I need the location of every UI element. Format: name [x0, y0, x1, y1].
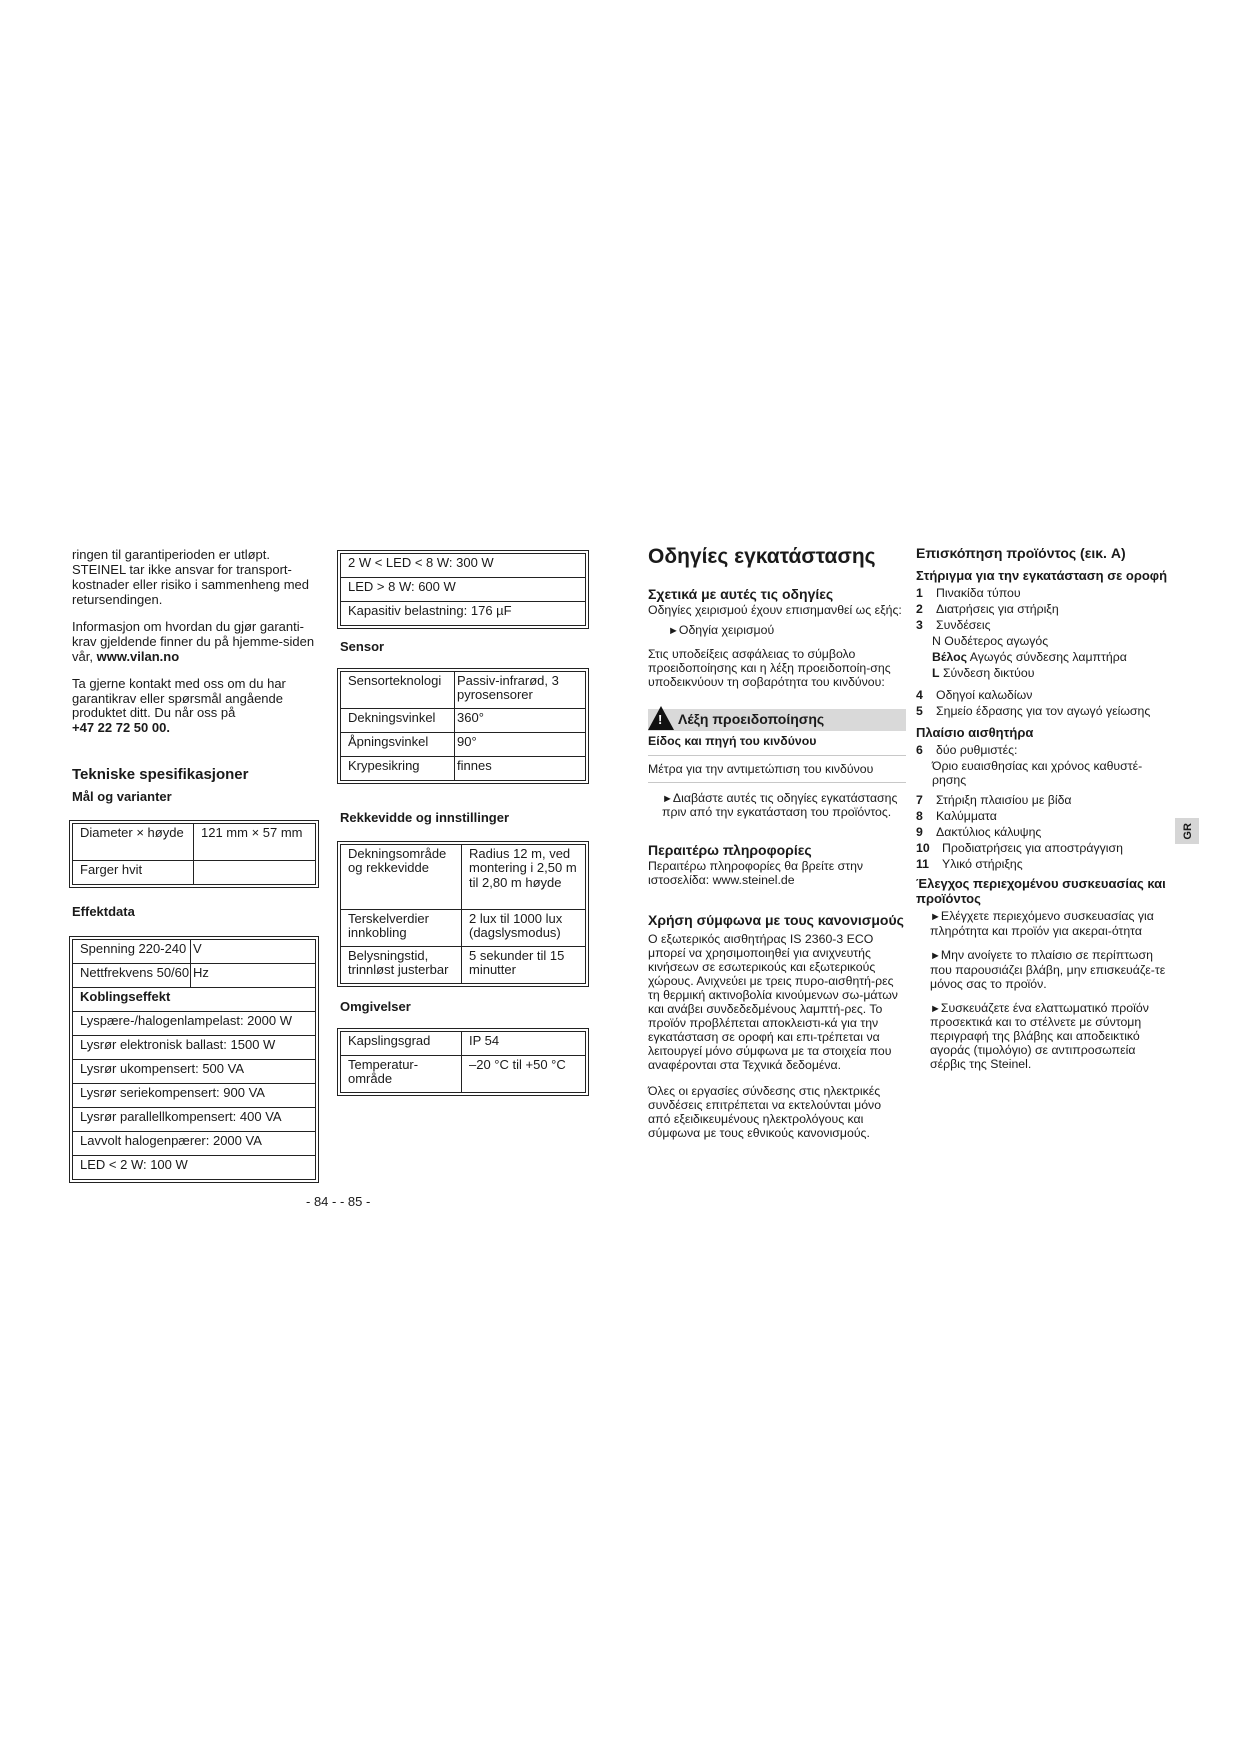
warranty-paragraph: ringen til garantiperioden er utløpt. STEINEL tar ikke ansvar for transport-kostnader eller risiko i sammenheng med retursendingen.: [72, 547, 309, 607]
frame-heading: Πλαίσιο αισθητήρα: [916, 724, 1034, 740]
warning-label: Λέξη προειδοποίησης: [678, 711, 825, 728]
range-table: [340, 844, 586, 984]
range-heading: Rekkevidde og innstillinger: [340, 809, 510, 825]
table-row: Lyspære-/halogenlampelast: 2000 W: [73, 1012, 316, 1036]
list-item: Βέλος Αγωγός σύνδεσης λαμπτήρα: [932, 649, 1127, 664]
table-row: Lysrør ukompensert: 500 VA: [73, 1060, 316, 1084]
contact-paragraph: Ta gjerne kontakt med oss om du har garantikrav eller spørsmål angående produktet ditt. Du når oss på: [72, 675, 286, 721]
about-bullet: ►Οδηγία χειρισμού: [668, 622, 775, 637]
list-item: N Ουδέτερος αγωγός: [932, 633, 1049, 648]
phone-number: +47 22 72 50 00.: [72, 720, 170, 736]
list-item: L Σύνδεση δικτύου: [932, 665, 1035, 680]
divider: [648, 782, 906, 783]
environment-table: [340, 1031, 586, 1093]
check-bullet-1: ►Ελέγχετε περιεχόμενο συσκευασίας για πληρότητα και προϊόν για ακεραι-ότητα: [930, 909, 1154, 938]
list-item: 6 δύο ρυθμιστές:: [916, 742, 1018, 757]
list-item: 2 Διατρήσεις για στήριξη: [916, 601, 1059, 616]
column-3: [648, 545, 906, 1140]
power-heading: Effektdata: [72, 903, 135, 919]
table-row: Krypesikring finnes: [341, 756, 586, 780]
environment-heading: Omgivelser: [340, 998, 411, 1014]
table-row: 2 W < LED < 8 W: 300 W: [341, 554, 586, 578]
overview-heading: Επισκόπηση προϊόντος (εικ. A): [916, 545, 1126, 561]
about-heading: Σχετικά με αυτές τις οδηγίες: [648, 585, 834, 602]
table-row: Kapslingsgrad IP 54: [341, 1031, 586, 1055]
list-item: 1 Πινακίδα τύπου: [916, 585, 1021, 600]
column-2: [340, 553, 590, 1093]
warning-subtitle: Είδος και πηγή του κινδύνου: [648, 734, 817, 749]
check-bullet-3: ►Συσκευάζετε ένα ελαττωματικό προϊόν προσεκτικά και το στέλνετε με σύντομη περιγραφή της βλάβης και αποδεικτικό αγοράς (τιμολόγιο) σε αντιπροσωπεία σέρβις της Steinel.: [930, 1000, 1149, 1072]
load-table-continued: [340, 553, 586, 626]
check-heading: Έλεγχος περιεχομένου συσκευασίας και προϊόντος: [916, 875, 1166, 906]
list-item: 5 Σημείο έδρασης για τον αγωγό γείωσης: [916, 703, 1151, 718]
usage-text: Ο εξωτερικός αισθητήρας IS 2360-3 ECO μπορεί να χρησιμοποιηθεί για ανιχνευτής κινήσεων σε εσωτερικούς και εξωτερικούς χώρους. Ανιχνεύει με τρεις πυρο-αισθητή-ρες τη θερμική ακτινοβολία κινούμενων σω-μάτων και ανάβει συνδεδεδμένους λαμπτή-ρες. Το προϊόν προβλέπεται αποκλειστι-κά για την εγκατάσταση σε οροφή και επι-τρέπεται να λειτουργεί μόνο σύμφωνα με τα στοιχεία που αναφέρονται στα Τεχνικά δεδομένα.: [648, 932, 898, 1073]
more-info-heading: Περαιτέρω πληροφορίες: [648, 842, 812, 859]
table-row: Dekningsområde og rekkevidde Radius 12 m, ved montering i 2,50 m til 2,80 m høyde: [341, 844, 586, 909]
frame-list: [916, 743, 1172, 871]
dimensions-table: [72, 823, 316, 885]
list-item: 11 Υλικό στήριξης: [916, 856, 1023, 871]
table-row: Dekningsvinkel 360°: [341, 708, 586, 732]
safety-text: Στις υποδείξεις ασφάλειας το σύμβολο προειδοποίησης και η λέξη προειδοποίη-σης υποδεικνύουν τη σοβαρότητα του κινδύνου:: [648, 647, 891, 690]
table-row: Belysningstid, trinnløst justerbar 5 sekunder til 15 minutter: [341, 946, 586, 983]
table-row: Kapasitiv belastning: 176 µF: [341, 602, 586, 626]
usage-heading: Χρήση σύμφωνα με τους κανονισμούς: [648, 912, 904, 929]
table-row: Koblingseffekt: [73, 988, 316, 1012]
about-text: Οδηγίες χειρισμού έχουν επισημανθεί ως εξής:: [648, 602, 902, 617]
sensor-heading: Sensor: [340, 639, 385, 654]
column-4: [916, 546, 1172, 1071]
warning-triangle-icon: !: [648, 706, 674, 730]
table-row: LED < 2 W: 100 W: [73, 1156, 316, 1180]
warranty-info-paragraph: Informasjon om hvordan du gjør garanti-krav gjeldende finner du på hjemme-siden vår, www.vilan.no: [72, 618, 315, 664]
mount-list: [916, 586, 1172, 718]
usage-text-electrician: Όλες οι εργασίες σύνδεσης στις ηλεκτρικές συνδέσεις επιτρέπεται να εκτελούνται μόνο από εξειδικευμένους ηλεκτρολόγους και σύμφωνα με τους εθνικούς κανονισμούς.: [648, 1084, 882, 1141]
column-1: [72, 548, 324, 1180]
read-bullet: ►Διαβάστε αυτές τις οδηγίες εγκατάστασης πριν από την εγκατάσταση του προϊόντος.: [662, 790, 898, 820]
list-item: 9 Δακτύλιος κάλυψης: [916, 824, 1042, 839]
divider: [648, 755, 906, 756]
triangle-bullet-icon: ►: [930, 950, 941, 962]
table-row: Lysrør parallellkompensert: 400 VA: [73, 1108, 316, 1132]
table-row: Farger hvit: [73, 860, 316, 884]
table-row: Spenning 220-240 V: [73, 940, 316, 964]
table-row: Lavvolt halogenpærer: 2000 VA: [73, 1132, 316, 1156]
list-item: Όριο ευαισθησίας και χρόνος καθυστέ-ρησης: [932, 758, 1143, 787]
table-row: Temperatur-område –20 °C til +50 °C: [341, 1055, 586, 1092]
warning-box: [648, 709, 906, 731]
list-item: 7 Στήριξη πλαισίου με βίδα: [916, 792, 1072, 807]
warning-measures: Μέτρα για την αντιμετώπιση του κινδύνου: [648, 761, 874, 776]
table-row: Terskelverdier innkobling 2 lux til 1000 lux (dagslysmodus): [341, 909, 586, 946]
triangle-bullet-icon: ►: [668, 624, 679, 637]
installation-title: Οδηγίες εγκατάστασης: [648, 545, 876, 568]
table-row: LED > 8 W: 600 W: [341, 578, 586, 602]
tech-spec-heading: Tekniske spesifikasjoner: [72, 766, 249, 784]
table-row: Nettfrekvens 50/60 Hz: [73, 964, 316, 988]
sensor-table: [340, 671, 586, 781]
list-item: 3 Συνδέσεις: [916, 617, 991, 632]
triangle-bullet-icon: ►: [930, 1002, 941, 1015]
list-item: 10 Προδιατρήσεις για αποστράγγιση: [916, 840, 1123, 855]
more-info-text: Περαιτέρω πληροφορίες θα βρείτε στην ιστοσελίδα: www.steinel.de: [648, 859, 864, 888]
check-bullet-2: ►Μην ανοίγετε το πλαίσιο σε περίπτωση που παρουσιάζει βλάβη, μην επισκευάζε-τε μόνος σας το προϊόν.: [930, 948, 1166, 991]
dimensions-heading: Mål og varianter: [72, 788, 172, 804]
page-numbers: - 84 - - 85 -: [306, 1194, 371, 1209]
table-row: Åpningsvinkel 90°: [341, 732, 586, 756]
table-row: Lysrør seriekompensert: 900 VA: [73, 1084, 316, 1108]
list-item: 4 Οδηγοί καλωδίων: [916, 687, 1033, 702]
table-row: Diameter × høyde 121 mm × 57 mm: [73, 823, 316, 860]
table-row: Sensorteknologi Passiv-infrarød, 3 pyrosensorer: [341, 671, 586, 708]
table-row: Lysrør elektronisk ballast: 1500 W: [73, 1036, 316, 1060]
triangle-bullet-icon: ►: [930, 911, 941, 924]
mount-heading: Στήριγμα για την εγκατάσταση σε οροφή: [916, 567, 1168, 583]
language-tab: GR: [1175, 818, 1199, 844]
website-link[interactable]: www.vilan.no: [96, 648, 180, 664]
power-table: [72, 939, 316, 1180]
triangle-bullet-icon: ►: [662, 792, 673, 805]
list-item: 8 Καλύμματα: [916, 808, 997, 823]
